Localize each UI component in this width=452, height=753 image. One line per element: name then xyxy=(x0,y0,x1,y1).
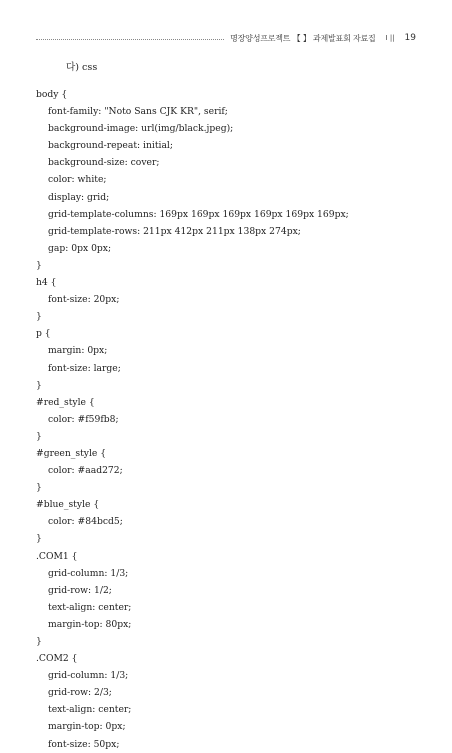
code-line: margin-top: 0px; xyxy=(48,721,126,733)
code-line: } xyxy=(36,636,42,647)
code-line: display: grid; xyxy=(48,191,110,203)
code-line: color: #f59fb8; xyxy=(48,413,119,425)
code-line: font-size: 20px; xyxy=(48,294,120,306)
code-line: .COM1 { xyxy=(36,550,78,562)
code-line: background-size: cover; xyxy=(48,157,160,169)
code-line: grid-template-rows: 211px 412px 211px 138px 274px; xyxy=(48,225,301,237)
code-line: #blue_style { xyxy=(36,499,100,511)
section-label: 다) css xyxy=(66,62,98,73)
code-line: color: white; xyxy=(48,174,107,186)
code-line: #green_style { xyxy=(36,447,107,459)
code-line: } xyxy=(36,311,42,323)
page-header xyxy=(36,31,416,45)
code-line: margin: 0px; xyxy=(48,345,108,357)
code-line: } xyxy=(36,259,42,271)
code-line: gap: 0px 0px; xyxy=(48,242,112,254)
code-line: background-repeat: initial; xyxy=(48,140,173,152)
code-line: } xyxy=(36,533,42,545)
code-line: grid-column: 1/3; xyxy=(48,670,129,682)
code-line: h4 { xyxy=(36,277,57,289)
code-line: grid-column: 1/3; xyxy=(48,567,129,579)
code-line: } xyxy=(36,379,42,391)
code-line: grid-row: 2/3; xyxy=(48,687,112,699)
css-code-listing xyxy=(36,86,349,753)
code-line: p { xyxy=(36,328,51,340)
code-line: text-align: center; xyxy=(48,704,132,716)
code-line: body { xyxy=(36,89,68,100)
code-line: font-size: 50px; xyxy=(48,738,120,750)
code-line: color: #aad272; xyxy=(48,465,123,477)
page-number: 19 xyxy=(404,33,416,43)
code-line: grid-template-columns: 169px 169px 169px 169px 169px 169px; xyxy=(48,208,349,220)
code-line: background-image: url(img/black.jpeg); xyxy=(48,123,234,135)
code-line: font-family: "Noto Sans CJK KR", serif; xyxy=(48,106,228,118)
code-line: #red_style { xyxy=(36,396,95,408)
code-line: color: #84bcd5; xyxy=(48,516,123,528)
code-line: text-align: center; xyxy=(48,601,132,613)
code-line: margin-top: 80px; xyxy=(48,618,132,630)
code-line: } xyxy=(36,430,42,442)
code-line: font-size: large; xyxy=(48,362,121,374)
code-line: .COM2 { xyxy=(36,653,78,665)
code-line: grid-row: 1/2; xyxy=(48,584,112,596)
code-line: } xyxy=(36,482,42,494)
header-title: 명장양성프로젝트 【 】 과제발표회 자료집 xyxy=(230,33,376,43)
header-dotted-leader xyxy=(36,39,224,40)
header-separator: I || xyxy=(385,34,395,42)
